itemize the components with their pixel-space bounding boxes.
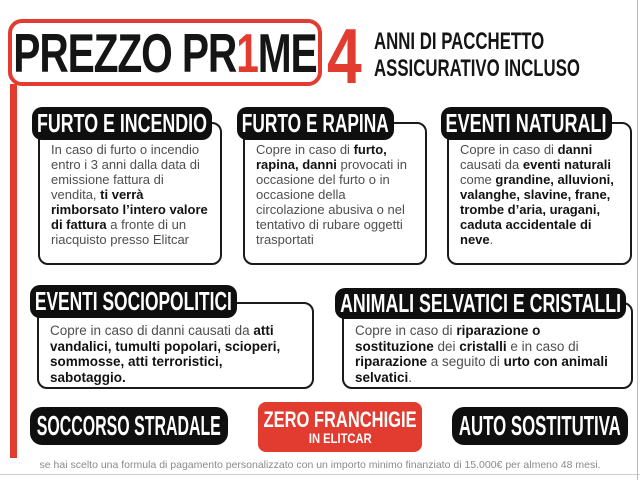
header-tagline bbox=[374, 28, 586, 82]
right-edge-line bbox=[637, 0, 638, 480]
badge-zero-franchigie: ZERO FRANCHIGIE IN ELITCAR bbox=[258, 402, 422, 452]
header-title-box bbox=[8, 19, 322, 86]
bottom-divider-line bbox=[0, 474, 640, 475]
card-body-text: Copre in caso di riparazione o sostituzione dei cristalli e in caso di riparazione a seguito di urto con animali selvatici. bbox=[355, 323, 608, 385]
card-eventi-naturali bbox=[446, 108, 632, 265]
card-body-text: Copre in caso di danni causati da atti vandalici, tumulti popolari, scioperi, sommosse, atti terroristici, sabotaggio. bbox=[50, 323, 281, 385]
footnote-disclaimer: se hai scelto una formula di pagamento personalizzato con un importo minimo finanziato di 15.000€ per almeno 48 mesi. bbox=[39, 459, 601, 471]
tagline-line-1: ANNI DI PACCHETTO bbox=[374, 28, 545, 55]
card-body-text: In caso di furto o incendio entro i 3 anni dalla data di emissione fattura di vendita, ti verrà rimborsato l’intero valore di fattura a fronte di un riacquisto presso Elitcar bbox=[51, 142, 208, 247]
big-number-4: 4 bbox=[327, 12, 362, 100]
card-title-badge: EVENTI NATURALI bbox=[441, 107, 612, 140]
page-title bbox=[13, 21, 316, 85]
card-title-badge: FURTO E INCENDIO bbox=[32, 107, 212, 140]
badge-auto-sostitutiva: AUTO SOSTITUTIVA bbox=[452, 407, 628, 445]
card-title-badge: ANIMALI SELVATICI E CRISTALLI bbox=[335, 288, 626, 319]
card-furto-e-incendio bbox=[37, 108, 222, 265]
badge-soccorso-stradale: SOCCORSO STRADALE bbox=[30, 407, 228, 445]
card-furto-e-rapina bbox=[242, 108, 427, 265]
card-title-badge: FURTO E RAPINA bbox=[237, 107, 394, 140]
tagline-line-2: ASSICURATIVO INCLUSO bbox=[374, 55, 580, 82]
page-title-post: ME bbox=[257, 21, 317, 84]
page-title-accent: 1 bbox=[236, 21, 258, 84]
page-title-pre: PREZZO PR bbox=[13, 21, 237, 84]
card-animali-selvatici-e-cristalli bbox=[340, 288, 633, 389]
card-body-text: Copre in caso di furto, rapina, danni provocati in occasione del furto o in occasione della circolazione abusiva o nel tentativo di rubare oggetti trasportati bbox=[256, 142, 407, 247]
red-accent-bar bbox=[10, 84, 17, 458]
card-eventi-sociopolitici bbox=[35, 286, 314, 389]
card-title-badge: EVENTI SOCIOPOLITICI bbox=[30, 285, 237, 318]
card-body-text: Copre in caso di danni causati da eventi naturali come grandine, alluvioni, valanghe, slavine, frane, trombe d’aria, uragani, caduta accidentale di neve. bbox=[460, 142, 614, 247]
